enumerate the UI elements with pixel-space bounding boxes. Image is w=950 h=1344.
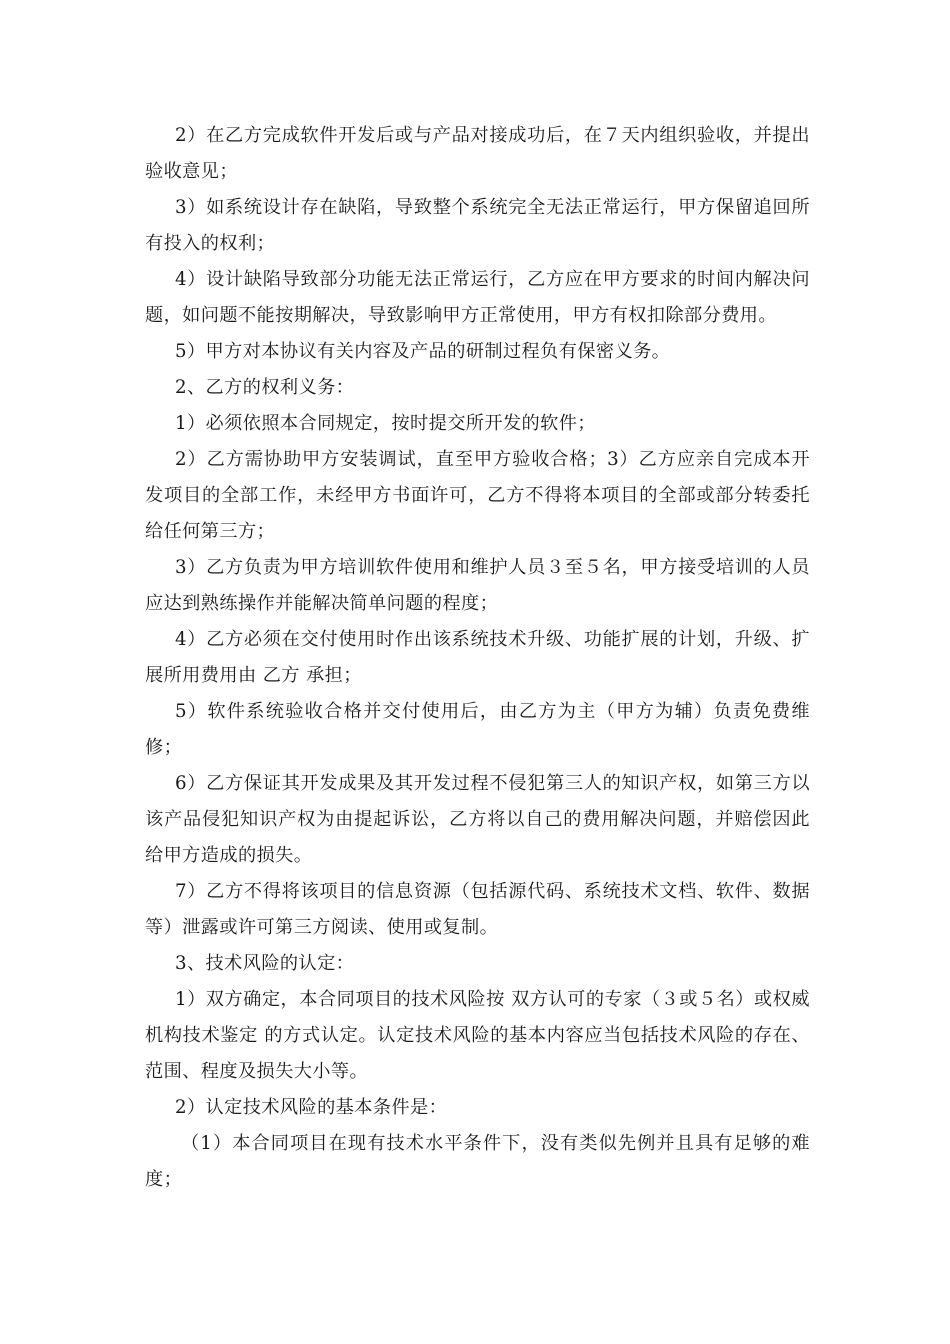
section-heading: 3、技术风险的认定：	[175, 953, 355, 974]
paragraph: 7）乙方不得将该项目的信息资源（包括源代码、系统技术文档、软件、数据等）泄露或许可第三方阅读、使用或复制。	[145, 881, 810, 938]
paragraph: 2）在乙方完成软件开发后或与产品对接成功后，在７天内组织验收，并提出验收意见；	[145, 125, 810, 182]
paragraph: 6）乙方保证其开发成果及其开发过程不侵犯第三人的知识产权，如第三方以该产品侵犯知识产权为由提起诉讼，乙方将以自己的费用解决问题，并赔偿因此给甲方造成的损失。	[145, 773, 810, 866]
paragraph: 2）乙方需协助甲方安装调试，直至甲方验收合格；3）乙方应亲自完成本开发项目的全部工作，未经甲方书面许可，乙方不得将本项目的全部或部分转委托给任何第三方；	[145, 449, 810, 542]
paragraph: 5）软件系统验收合格并交付使用后，由乙方为主（甲方为辅）负责免费维修；	[145, 701, 810, 758]
paragraph: 1）必须依照本合同规定，按时提交所开发的软件；	[175, 413, 596, 434]
paragraph: 1）双方确定，本合同项目的技术风险按 双方认可的专家（３或５名）或权威机构技术鉴定 的方式认定。认定技术风险的基本内容应当包括技术风险的存在、范围、程度及损失大小等。	[145, 989, 810, 1082]
paragraph: 5）甲方对本协议有关内容及产品的研制过程负有保密义务。	[175, 341, 671, 362]
paragraph: 3）如系统设计存在缺陷，导致整个系统完全无法正常运行，甲方保留追回所有投入的权利；	[145, 197, 810, 254]
paragraph: 4）设计缺陷导致部分功能无法正常运行，乙方应在甲方要求的时间内解决问题，如问题不能按期解决，导致影响甲方正常使用，甲方有权扣除部分费用。	[145, 269, 810, 326]
paragraph: （1）本合同项目在现有技术水平条件下，没有类似先例并且具有足够的难度；	[145, 1133, 810, 1190]
section-heading: 2、乙方的权利义务：	[175, 377, 355, 398]
paragraph: 2）认定技术风险的基本条件是：	[175, 1097, 448, 1118]
document-body	[145, 118, 810, 1198]
paragraph: 3）乙方负责为甲方培训软件使用和维护人员３至５名，甲方接受培训的人员应达到熟练操作并能解决简单问题的程度；	[145, 557, 810, 614]
paragraph: 4）乙方必须在交付使用时作出该系统技术升级、功能扩展的计划，升级、扩展所用费用由 乙方 承担；	[145, 629, 810, 686]
